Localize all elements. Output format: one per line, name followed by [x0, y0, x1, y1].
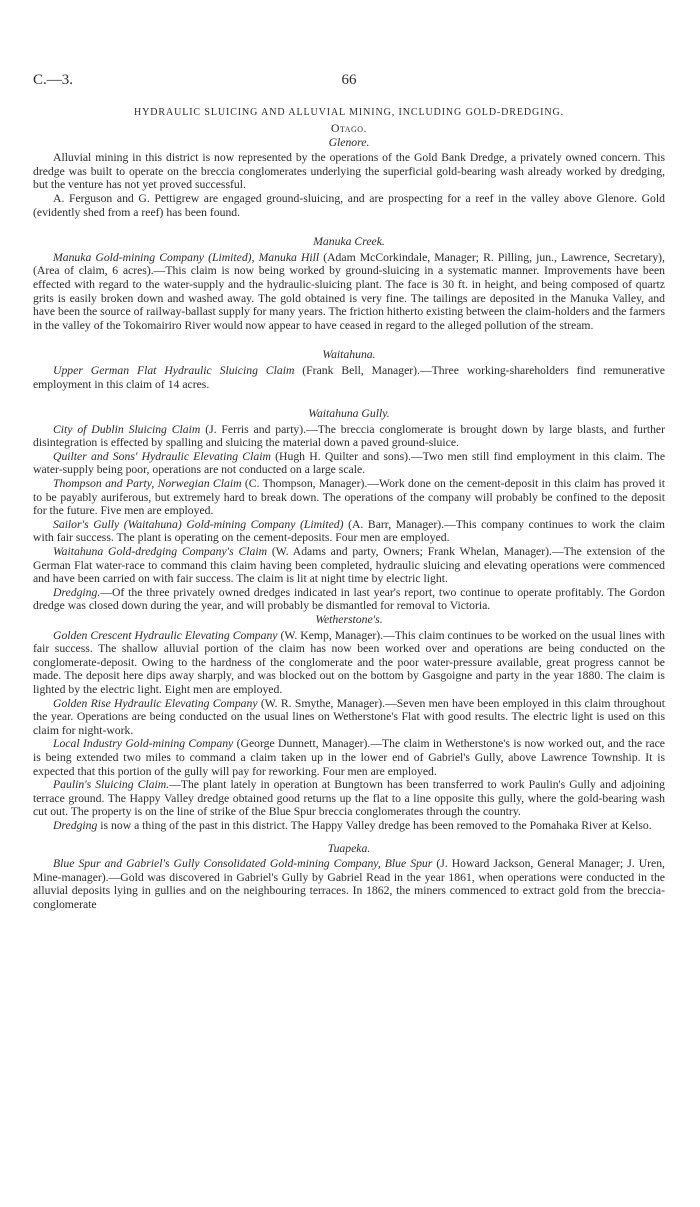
paragraph — [33, 251, 665, 333]
paragraph-lead: Golden Crescent Hydraulic Elevating Company — [53, 628, 278, 642]
section-heading-manuka-creek: Manuka Creek. — [313, 235, 385, 249]
paragraph-lead: Dredging. — [53, 585, 101, 599]
paragraph-lead: Sailor's Gully (Waitahuna) Gold-mining Company (Limited) — [53, 517, 344, 531]
paragraph — [33, 697, 665, 738]
paragraph-lead: Thompson and Party, Norwegian Claim — [53, 477, 242, 491]
page-header — [33, 72, 665, 92]
paragraph — [33, 477, 665, 518]
paragraph-lead: City of Dublin Sluicing Claim — [53, 422, 201, 436]
section-heading-waitahuna: Waitahuna. — [322, 348, 376, 362]
paragraph-text: (George Dunnett, Manager).—The claim in Wetherstone's is now worked out, and the race is being extended two miles to command a claim taken up in the lower end of Gabriel's Gully, above Lawrence Township. It is expected that this portion of the gully will pay for reworking. Four men are employed. — [33, 737, 665, 778]
paragraph-lead: Manuka Gold-mining Company (Limited), Manuka Hill — [53, 250, 320, 264]
paragraph-text: A. Ferguson and G. Pettigrew are engaged ground-sluicing, and are prospecting for a reef in the valley above Glenore. Gold (evidently shed from a reef) has been found. — [33, 191, 665, 219]
report-title: HYDRAULIC SLUICING AND ALLUVIAL MINING, INCLUDING GOLD-DREDGING. — [134, 107, 564, 118]
paragraph-lead: Paulin's Sluicing Claim. — [53, 778, 170, 792]
paragraph — [33, 364, 665, 391]
paragraph-text: Alluvial mining in this district is now represented by the operations of the Gold Bank Dredge, a privately owned concern. This dredge was built to operate on the breccia conglomerates underlying the superficial gold-bearing wash already worked by dredging, but the venture has not yet proved successful. — [33, 151, 665, 192]
paragraph — [33, 737, 665, 778]
paragraph-text: is now a thing of the past in this district. The Happy Valley dredge has been removed to the Pomahaka River at Kelso. — [97, 818, 652, 832]
paragraph — [33, 192, 665, 219]
paragraph — [33, 518, 665, 545]
paragraph-text: (Hugh H. Quilter and sons).—Two men still find employment in this claim. The water-supply being poor, operations are not conducted on a large scale. — [33, 449, 666, 477]
paragraph-text: (J. Ferris and party).—The breccia conglomerate is brought down by large blasts, and further disintegration is effected by spalling and sluicing the material down a paved ground-sluice. — [33, 422, 666, 450]
paragraph — [33, 857, 665, 911]
section-heading-tuapeka: Tuapeka. — [327, 841, 371, 855]
paragraph-text: (J. Howard Jackson, General Manager; J. Uren, Mine-manager).—Gold was discovered in Gabriel's Gully by Gabriel Read in the year 1861, when operations were conducted in the alluvial deposits lying in gullies and on the neighbouring terraces. In 1862, the miners commenced to extract gold from the breccia-conglomerate — [33, 857, 665, 911]
paragraph-lead: Dredging — [53, 818, 98, 832]
paragraph-text: (C. Thompson, Manager).—Work done on the cement-deposit in this claim has proved it to be payably auriferous, but extremely hard to break down. The operations of the company will probably be confined to the deposit for the future. Five men are employed. — [33, 477, 665, 518]
paragraph-text: —Of the three privately owned dredges indicated in last year's report, two continue to operate profitably. The Gordon dredge was closed down during the year, and will probably be dismantled for removal to Victoria. — [33, 585, 665, 613]
paragraph — [33, 545, 665, 586]
region-heading: Otago. — [331, 122, 367, 135]
paragraph-lead: Upper German Flat Hydraulic Sluicing Claim — [53, 363, 295, 377]
paragraph — [33, 778, 665, 819]
paragraph-text: —The plant lately in operation at Bungtown has been transferred to work Paulin's Gully and adjoining terrace ground. The Happy Valley dredge obtained good returns up the flat to a line opposite this gully, where the gold-bearing wash cut out. The property is on the line of strike of the Blue Spur breccia conglomerates through the country. — [33, 778, 665, 819]
paragraph — [33, 423, 665, 450]
paragraph-text: (A. Barr, Manager).—This company continues to work the claim with fair success. The plant is operating on the cement-deposits. Four men are employed. — [33, 517, 665, 545]
paragraph-lead: Local Industry Gold-mining Company — [53, 737, 234, 751]
paragraph-lead: Blue Spur and Gabriel's Gully Consolidated Gold-mining Company, Blue Spur — [53, 857, 433, 871]
document-code: C.—3. — [33, 72, 74, 88]
page-number: 66 — [341, 72, 357, 88]
paragraph-lead: Quilter and Sons' Hydraulic Elevating Claim — [53, 449, 271, 463]
paragraph-text: (W. R. Smythe, Manager).—Seven men have been employed in this claim throughout the year. Operations are being conducted on the usual lines on Wetherstone's Flat with good results. The electric light is used on this claim for night-work. — [33, 696, 665, 737]
section-heading-glenore: Glenore. — [328, 135, 370, 149]
paragraph — [33, 151, 665, 192]
paragraph — [33, 819, 665, 833]
paragraph — [33, 450, 665, 477]
paragraph-text: (W. Adams and party, Owners; Frank Whelan, Manager).—The extension of the German Flat water-race to command this claim having been completed, hydraulic sluicing and elevating operations were commenced and have been carried on with fair success. The claim is lit at night time by electric light. — [33, 545, 665, 586]
paragraph-text: (W. Kemp, Manager).—This claim continues to be worked on the usual lines with fair success. The shallow alluvial portion of the claim has now been worked over and operations are being conducted on the conglomerate-deposit. Owing to the hardness of the conglomerate and the poor water-pressure available, great progress cannot be made. The deposit here dips away sharply, and was blocked out on the bottom by Gasgoigne and party in the year 1880. The claim is lighted by the electric light. Eight men are employed. — [33, 628, 665, 696]
section-heading-wetherstones: Wetherstone's. — [315, 613, 383, 626]
paragraph-lead: Waitahuna Gold-dredging Company's Claim — [53, 545, 268, 559]
paragraph-lead: Golden Rise Hydraulic Elevating Company — [53, 696, 258, 710]
section-heading-waitahuna-gully: Waitahuna Gully. — [308, 407, 390, 421]
paragraph-text: (Frank Bell, Manager).—Three working-shareholders find remunerative employment in this claim of 14 acres. — [33, 363, 665, 391]
document-body — [33, 122, 665, 911]
paragraph — [33, 586, 665, 613]
paragraph — [33, 629, 665, 697]
paragraph-text: (Adam McCorkindale, Manager; R. Pilling, jun., Lawrence, Secretary), (Area of claim, 6 acres).—This claim is now being worked by ground-sluicing in a systematic manner. Improvements have been effected with regard to the water-supply and the hydraulic-sluicing plant. The face is 30 ft. in height, and being composed of quartz grits is easily broken down and washed away. The gold obtained is very fine. The tailings are deposited in the Manuka Valley, and have been the source of railway-ballast supply for many years. The friction hitherto existing between the claim-holders and the farmers in the valley of the Tokomairiro River would now appear to have ceased in regard to the alleged pollution of the stream. — [33, 250, 665, 332]
